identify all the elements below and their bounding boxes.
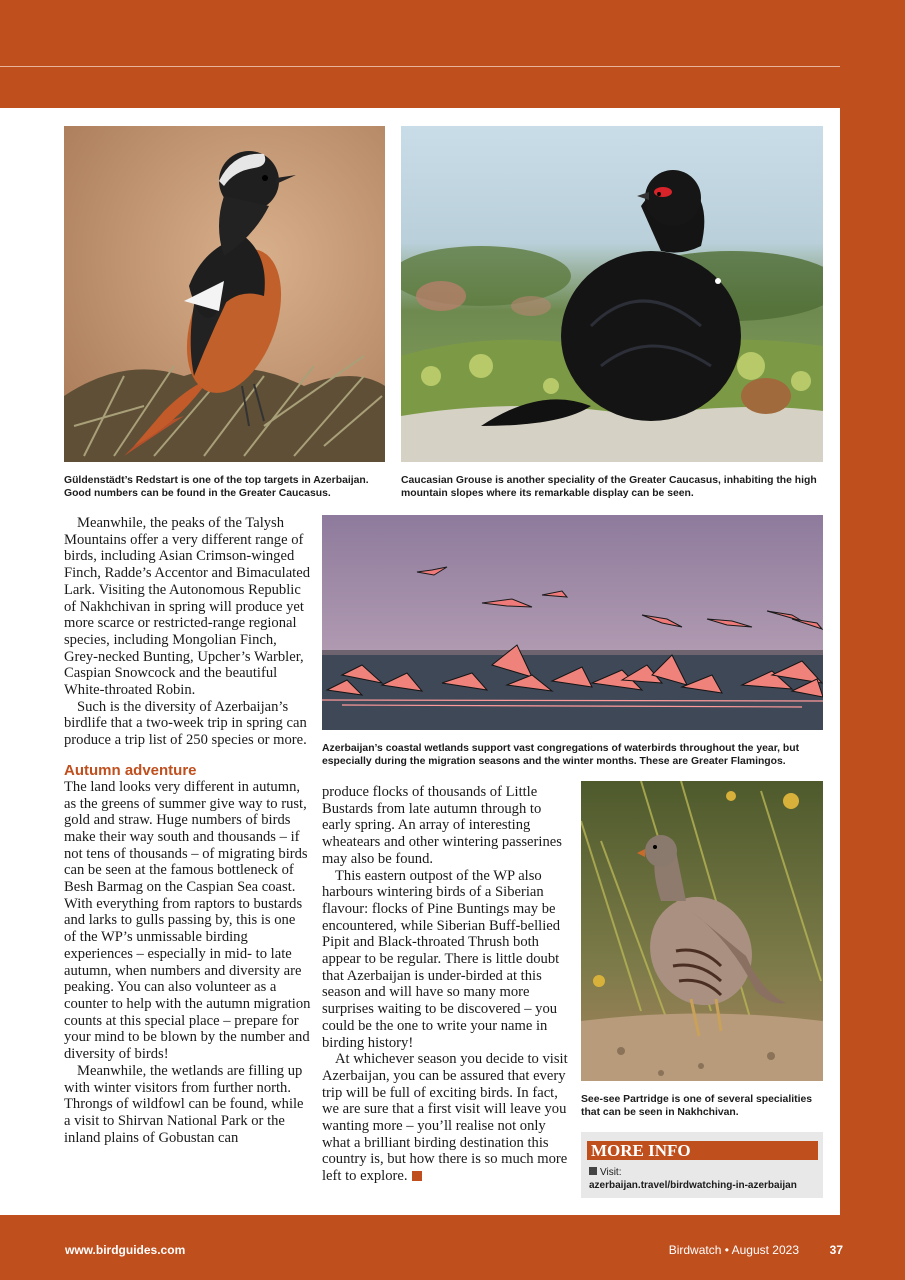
paragraph: Meanwhile, the wetlands are filling up with winter visitors from further north. Throngs of wildfowl can be found, while a visit to Shirvan National Park or the inland plains of Gobustan can [64, 1062, 304, 1146]
paragraph: produce flocks of thousands of Little Bustards from late autumn through to early spring. An array of interesting wheatears and other wintering passerines may also be found. [322, 784, 562, 867]
more-info-body [589, 1166, 819, 1192]
partridge-photo [581, 781, 823, 1081]
page-number: 37 [829, 1243, 843, 1257]
visit-label: Visit: [600, 1167, 622, 1178]
flamingos-caption: Azerbaijan’s coastal wetlands support vast congregations of waterbirds throughout the year, but especially during the migration seasons and the winter months. These are Greater Flamingos. [322, 743, 800, 767]
paragraph-text: At whichever season you decide to visit Azerbaijan, you can be assured that every trip will be full of exciting birds. In fact, we are sure that a first visit will leave you wanting more – you’ll realise not only what a brilliant birding destination this country is, but how there is so much more left to explore. [322, 1051, 568, 1185]
more-info-box [581, 1132, 823, 1198]
flamingos-photo [322, 515, 823, 730]
header-rule [0, 66, 840, 67]
article-page [0, 108, 840, 1215]
paragraph [322, 1051, 569, 1185]
bullet-square-icon [589, 1167, 597, 1175]
more-info-title: MORE INFO [587, 1141, 818, 1160]
more-info-link[interactable]: azerbaijan.travel/birdwatching-in-azerbaijan [589, 1180, 797, 1191]
redstart-photo [64, 126, 385, 462]
grouse-photo [401, 126, 823, 462]
grouse-caption: Caucasian Grouse is another speciality of the Greater Caucasus, inhabiting the high mountain slopes where its remarkable display can be seen. [401, 475, 817, 499]
end-mark-icon [412, 1171, 422, 1181]
footer-magazine-issue: Birdwatch • August 2023 [668, 1243, 799, 1257]
partridge-caption: See-see Partridge is one of several specialities that can be seen in Nakhchivan. [581, 1094, 813, 1118]
paragraph: The land looks very different in autumn, as the greens of summer give way to rust, gold and straw. Huge numbers of birds make their way south and thousands – if not tens of thousands – of migrating birds can be seen at the famous bottleneck of Besh Barmag on the Caspian Sea coast. With everything from raptors to bustards and larks to gulls passing by, this is one of the WP’s unmissable birding experiences – especially in mid- to late autumn, when numbers and diversity are peaking. You can also volunteer as a counter to help with the autumn migration counts at this special place – prepare for your mind to be blown by the number and diversity of birds! [64, 778, 311, 1063]
paragraph: This eastern outpost of the WP also harbours wintering birds of a Siberian flavour: flocks of Pine Buntings may be encountered, while Siberian Buff-bellied Pipit and Black-throated Thrush both appear to be regular. There is little doubt that Azerbaijan is under-birded at this season and will have so many more surprises waiting to be discovered – you could be the one to write your name in birding history! [322, 867, 561, 1051]
article-column-2 [322, 784, 569, 1185]
footer-website[interactable]: www.birdguides.com [65, 1243, 186, 1257]
paragraph: Such is the diversity of Azerbaijan’s birdlife that a two-week trip in spring can produce a trip list of 250 species or more. [64, 698, 307, 749]
paragraph: Meanwhile, the peaks of the Talysh Mountains offer a very different range of birds, including Asian Crimson-winged Finch, Radde’s Accentor and Bimaculated Lark. Visiting the Autonomous Republic of Nakhchivan in spring will produce yet more scarce or restricted-range regional species, including Mongolian Finch, Grey-necked Bunting, Upcher’s Warbler, Caspian Snowcock and the beautiful White-throated Robin. [64, 515, 310, 699]
article-column-1 [64, 515, 311, 1146]
redstart-caption: Güldenstädt’s Redstart is one of the top targets in Azerbaijan. Good numbers can be found in the Greater Caucasus. [64, 475, 369, 499]
subheading: Autumn adventure [64, 761, 197, 779]
